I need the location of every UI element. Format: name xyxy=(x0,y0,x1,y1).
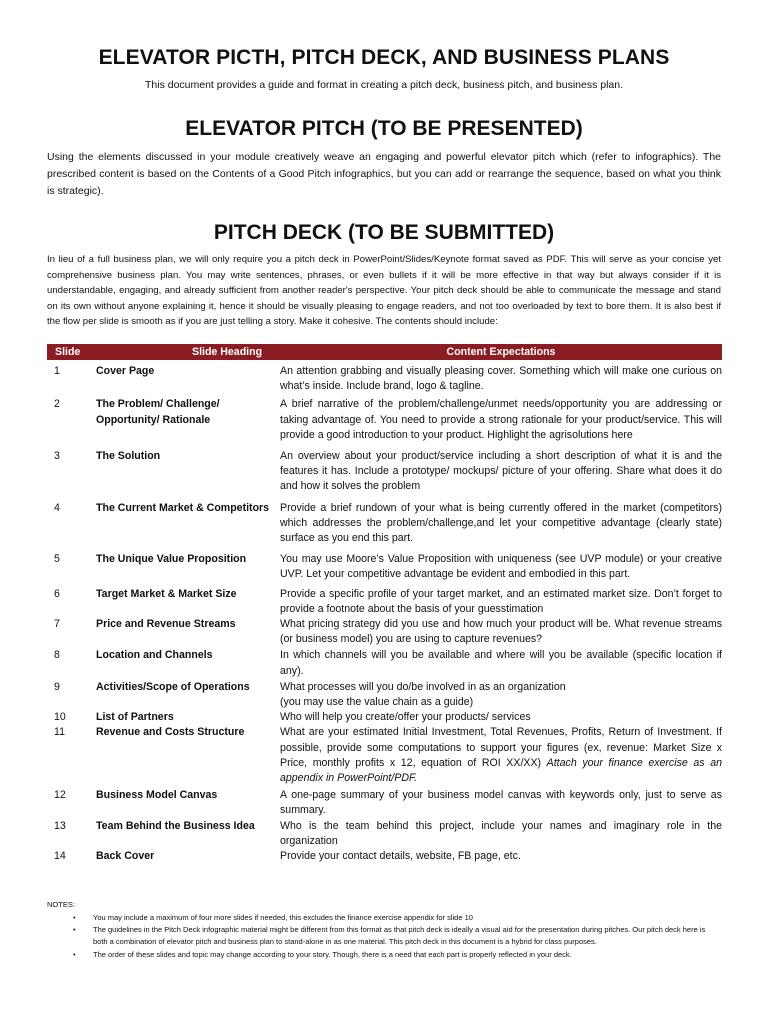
slide-heading: Cover Page xyxy=(96,365,155,377)
content-expectation-text: Who will help you create/offer your products/ services xyxy=(280,711,531,724)
slide-number: 2 xyxy=(54,398,60,411)
content-expectation xyxy=(280,546,722,582)
slide-heading: Back Cover xyxy=(96,850,155,863)
table-row xyxy=(47,849,722,864)
slide-table xyxy=(47,344,722,864)
slide-heading: Location and Channels xyxy=(96,649,213,662)
bullet-icon: • xyxy=(73,925,76,935)
slide-heading: Activities/Scope of Operations xyxy=(96,680,250,693)
table-row xyxy=(47,819,722,849)
content-expectation-text: An attention grabbing and visually pleasing cover. Something which will make one curious on what’s inside. Include brand, logo & tagline. xyxy=(280,365,722,393)
slide-number: 9 xyxy=(54,680,60,693)
slide-heading: Target Market & Market Size xyxy=(96,587,237,600)
content-expectation xyxy=(280,394,722,443)
document-intro: This document provides a guide and format in creating a pitch deck, business pitch, and business plan. xyxy=(144,79,624,91)
slide-number: 14 xyxy=(54,850,66,863)
slide-number: 3 xyxy=(54,450,60,463)
table-body xyxy=(47,360,722,864)
content-expectation-text: A brief narrative of the problem/challenge/unmet needs/opportunity you are addressing or taking advantage of. You need to provide a strong rationale for your product/service. This will provide a good introduction to your product. Highlight the agrisolutions here xyxy=(280,398,722,441)
table-header-row xyxy=(47,344,722,360)
content-expectation xyxy=(280,647,722,678)
content-expectation-text: You may use Moore’s Value Proposition with uniqueness (see UVP module) or your creative UVP. Let your competitive advantage be evident and embodied in this part. xyxy=(280,553,722,581)
column-header-slide-heading: Slide Heading xyxy=(192,346,263,358)
table-row xyxy=(47,617,722,647)
pitch-deck-heading: PITCH DECK (TO BE SUBMITTED) xyxy=(213,221,555,244)
content-expectation xyxy=(280,443,722,495)
notes-label: NOTES: xyxy=(47,900,75,909)
slide-heading: The Current Market & Competitors xyxy=(96,501,270,514)
note-item xyxy=(73,949,719,961)
slide-number: 11 xyxy=(54,726,65,739)
content-expectation-text: In which channels will you be available and where will you be available (specific location if any). xyxy=(280,649,722,677)
elevator-pitch-heading: ELEVATOR PITCH (TO BE PRESENTED) xyxy=(185,117,583,140)
content-expectation-text: Provide a brief rundown of your what is being currently offered in the market (competitors) which addresses the problem/challenge,and let your competitive advantage (clearly state) surface as you end this part. xyxy=(280,501,722,545)
table-row xyxy=(47,394,722,443)
table-row xyxy=(47,583,722,617)
slide-number: 6 xyxy=(54,587,60,600)
content-expectation-text: An overview about your product/service including a short description of what it is and the features it has. Include a prototype/ mockups/ picture of your offering. Share what does it do and how it solves the problem xyxy=(280,450,722,493)
content-expectation xyxy=(280,679,722,710)
slide-number: 4 xyxy=(54,501,60,514)
document-title: ELEVATOR PICTH, PITCH DECK, AND BUSINESS PLANS xyxy=(98,46,670,69)
content-expectation-text: Provide a specific profile of your target market, and an estimated market size. Don’t forget to provide a footnote about the basis of your guesstimation xyxy=(280,587,722,615)
slide-number: 12 xyxy=(54,789,66,802)
content-expectation xyxy=(280,617,722,647)
bullet-icon: • xyxy=(73,913,76,922)
content-expectation-text: Provide your contact details, website, FB page, etc. xyxy=(280,850,521,863)
column-header-slide: Slide xyxy=(55,346,81,358)
note-text: You may include a maximum of four more slides if needed, this excludes the finance exercise appendix for slide 10 xyxy=(93,913,473,922)
content-expectation-text: What processes will you do/be involved in as an organization (you may use the value chain as a guide) xyxy=(280,680,566,709)
slide-number: 5 xyxy=(54,553,60,566)
content-expectation xyxy=(280,360,722,394)
slide-heading: List of Partners xyxy=(96,711,174,724)
note-item xyxy=(73,924,719,948)
slide-number: 7 xyxy=(54,618,60,631)
slide-heading: Team Behind the Business Idea xyxy=(96,819,255,832)
slide-heading: The Unique Value Proposition xyxy=(96,553,247,566)
content-expectation xyxy=(280,819,722,849)
content-expectation-text: What pricing strategy did you use and how much your product will be. What revenue streams (or business model) you are using to capture revenues? xyxy=(280,618,722,646)
content-expectation-text: Who is the team behind this project, include your names and imaginary role in the organization xyxy=(280,819,722,847)
content-expectation xyxy=(280,786,722,818)
content-expectation xyxy=(280,725,722,786)
note-text: The order of these slides and topic may change according to your story. Though, there is a need that each part is properly reflected in your deck. xyxy=(93,949,572,959)
slide-heading: Price and Revenue Streams xyxy=(96,618,236,631)
table-row xyxy=(47,546,722,582)
slide-number: 10 xyxy=(54,711,66,724)
content-expectation xyxy=(280,495,722,547)
table-row xyxy=(47,725,722,786)
slide-heading: The Problem/ Challenge/ Opportunity/ Rationale xyxy=(96,398,220,426)
table-row xyxy=(47,786,722,818)
table-row xyxy=(47,710,722,725)
slide-number: 13 xyxy=(54,819,66,832)
slide-heading: Revenue and Costs Structure xyxy=(96,726,245,739)
content-expectation xyxy=(280,583,722,617)
slide-number: 1 xyxy=(54,365,60,377)
slide-number: 8 xyxy=(54,649,60,662)
note-text: The guidelines in the Pitch Deck infographic material might be different from this format as that pitch deck is ideally a visual aid for the presentation during pitches. Our pitch deck here is both a combination of elevator pitch and business plan to stand-alone in as one material. This pitch deck in this document is a hybrid for class purposes. xyxy=(93,925,706,947)
table-row xyxy=(47,679,722,710)
table-row xyxy=(47,495,722,547)
notes-list xyxy=(73,912,719,961)
content-expectation xyxy=(280,849,722,864)
elevator-pitch-text: Using the elements discussed in your module creatively weave an engaging and powerful elevator pitch which (refer to infographics). The prescribed content is based on the Contents of a Good Pitch infographics, but you can add or rearrange the sequence, based on what you think is strategic). xyxy=(47,151,721,197)
content-expectation xyxy=(280,710,722,725)
content-expectation-italic-note: Attach your finance exercise as an appendix in PowerPoint/PDF. xyxy=(280,756,722,785)
note-item xyxy=(73,912,719,924)
content-expectation-text: What are your estimated Initial Investment, Total Revenues, Profits, Return of Investment. If possible, provide some computations to support your figures (ex, revenue: Market Size x Price, monthly profits x 12, equation of ROI XX/XX) xyxy=(280,726,722,769)
slide-heading: Business Model Canvas xyxy=(96,789,218,802)
slide-heading: The Solution xyxy=(96,450,161,463)
content-expectation-text: A one-page summary of your business model canvas with keywords only, just to serve as summary. xyxy=(280,789,722,817)
table-row xyxy=(47,443,722,495)
column-header-content-expectations: Content Expectations xyxy=(446,346,556,358)
pitch-deck-text: In lieu of a full business plan, we will only require you a pitch deck in PowerPoint/Slides/Keynote format saved as PDF. This will serve as your concise yet comprehensive business plan. You may write sentences, phrases, or even bullets if it will be more effective in that way but always consider if it is understandable, engaging, and already sufficient from another reader's perspective. Your pitch deck should be able to communicate the message and stand on its own without anyone explaining it, hence it should be visually pleasing to engage readers, and not too overloaded by text to bore them. It is also best if the flow per slide is smooth as if you are just telling a story. Make it cohesive. The contents should include: xyxy=(47,254,721,328)
bullet-icon: • xyxy=(73,949,76,959)
table-row xyxy=(47,360,722,394)
table-row xyxy=(47,647,722,678)
